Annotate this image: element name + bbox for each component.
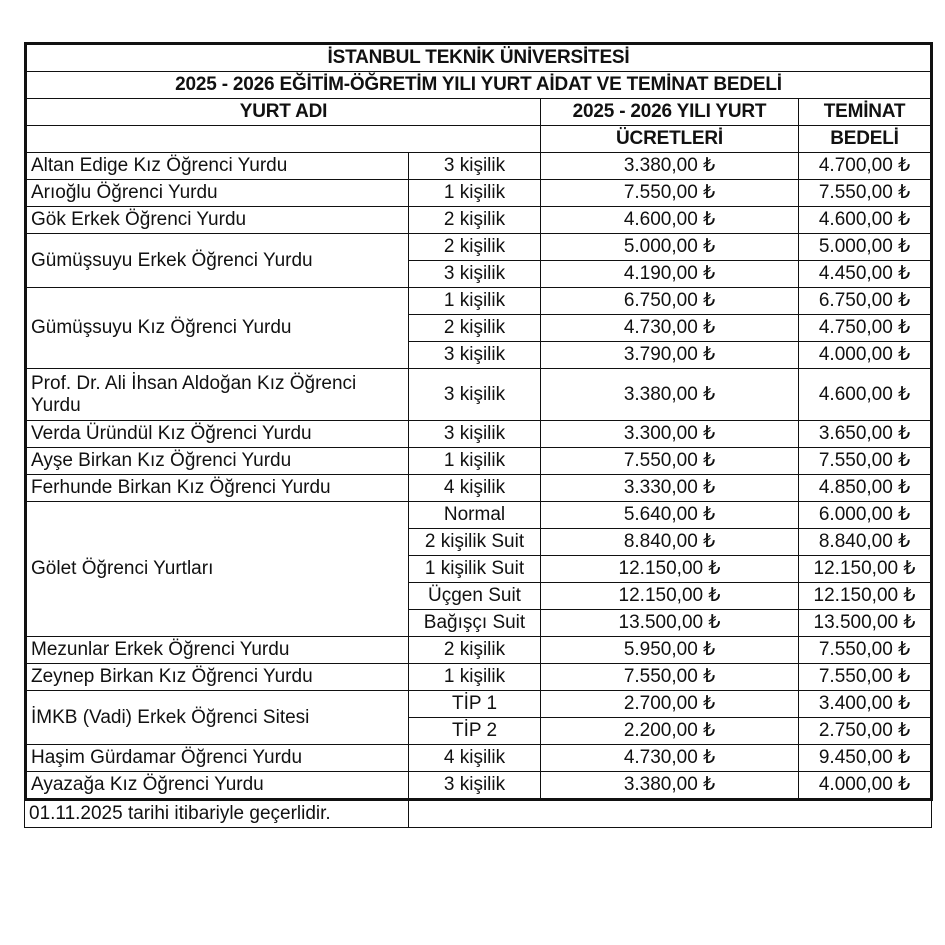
title-row xyxy=(26,72,932,99)
annual-fee: 3.330,00 ₺ xyxy=(541,475,799,502)
table-row xyxy=(26,234,932,261)
deposit-amount: 3.400,00 ₺ xyxy=(799,691,932,718)
table-row xyxy=(26,475,932,502)
deposit-amount: 7.550,00 ₺ xyxy=(799,180,932,207)
annual-fee: 4.190,00 ₺ xyxy=(541,261,799,288)
dorm-name: Ayşe Birkan Kız Öğrenci Yurdu xyxy=(26,448,409,475)
deposit-amount: 5.000,00 ₺ xyxy=(799,234,932,261)
deposit-amount: 7.550,00 ₺ xyxy=(799,637,932,664)
dorm-name: Prof. Dr. Ali İhsan Aldoğan Kız Öğrenci Yurdu xyxy=(26,369,409,421)
dorm-name: Zeynep Birkan Kız Öğrenci Yurdu xyxy=(26,664,409,691)
room-type: 1 kişilik Suit xyxy=(409,556,541,583)
annual-fee: 2.700,00 ₺ xyxy=(541,691,799,718)
validity-note: 01.11.2025 tarihi itibariyle geçerlidir. xyxy=(25,801,409,828)
annual-fee: 3.380,00 ₺ xyxy=(541,772,799,800)
deposit-amount: 4.700,00 ₺ xyxy=(799,153,932,180)
deposit-amount: 7.550,00 ₺ xyxy=(799,664,932,691)
deposit-amount: 9.450,00 ₺ xyxy=(799,745,932,772)
column-header-fee-line1: 2025 - 2026 YILI YURT xyxy=(541,99,799,126)
table-row xyxy=(26,691,932,718)
deposit-amount: 8.840,00 ₺ xyxy=(799,529,932,556)
column-header-empty xyxy=(26,126,541,153)
annual-fee: 2.200,00 ₺ xyxy=(541,718,799,745)
annual-fee: 4.730,00 ₺ xyxy=(541,745,799,772)
room-type: 1 kişilik xyxy=(409,664,541,691)
deposit-amount: 13.500,00 ₺ xyxy=(799,610,932,637)
deposit-amount: 4.450,00 ₺ xyxy=(799,261,932,288)
dorm-name: Altan Edige Kız Öğrenci Yurdu xyxy=(26,153,409,180)
deposit-amount: 7.550,00 ₺ xyxy=(799,448,932,475)
room-type: 3 kişilik xyxy=(409,342,541,369)
deposit-amount: 4.750,00 ₺ xyxy=(799,315,932,342)
annual-fee: 3.300,00 ₺ xyxy=(541,421,799,448)
institution-title: İSTANBUL TEKNİK ÜNİVERSİTESİ xyxy=(26,44,932,72)
dorm-name: Verda Üründül Kız Öğrenci Yurdu xyxy=(26,421,409,448)
table-row xyxy=(26,180,932,207)
room-type: 3 kişilik xyxy=(409,369,541,421)
footer-empty-cell xyxy=(409,801,932,828)
page-title: 2025 - 2026 EĞİTİM-ÖĞRETİM YILI YURT AİDAT VE TEMİNAT BEDELİ xyxy=(26,72,932,99)
annual-fee: 12.150,00 ₺ xyxy=(541,556,799,583)
table-row xyxy=(26,288,932,315)
annual-fee: 13.500,00 ₺ xyxy=(541,610,799,637)
table-row xyxy=(26,637,932,664)
room-type: 2 kişilik xyxy=(409,207,541,234)
deposit-amount: 4.600,00 ₺ xyxy=(799,369,932,421)
room-type: 4 kişilik xyxy=(409,745,541,772)
room-type: Normal xyxy=(409,502,541,529)
room-type: Üçgen Suit xyxy=(409,583,541,610)
room-type: 3 kişilik xyxy=(409,772,541,800)
annual-fee: 3.380,00 ₺ xyxy=(541,369,799,421)
column-header-row-1 xyxy=(26,99,932,126)
dorm-name: İMKB (Vadi) Erkek Öğrenci Sitesi xyxy=(26,691,409,745)
room-type: 3 kişilik xyxy=(409,153,541,180)
annual-fee: 12.150,00 ₺ xyxy=(541,583,799,610)
room-type: 1 kişilik xyxy=(409,180,541,207)
column-header-dorm-name: YURT ADI xyxy=(26,99,541,126)
room-type: Bağışçı Suit xyxy=(409,610,541,637)
dorm-name: Arıoğlu Öğrenci Yurdu xyxy=(26,180,409,207)
room-type: 1 kişilik xyxy=(409,448,541,475)
deposit-amount: 3.650,00 ₺ xyxy=(799,421,932,448)
dorm-name: Mezunlar Erkek Öğrenci Yurdu xyxy=(26,637,409,664)
room-type: 2 kişilik Suit xyxy=(409,529,541,556)
table-row xyxy=(26,502,932,529)
annual-fee: 5.950,00 ₺ xyxy=(541,637,799,664)
room-type: 2 kişilik xyxy=(409,315,541,342)
dorm-name: Gümüşsuyu Kız Öğrenci Yurdu xyxy=(26,288,409,369)
dorm-name: Ayazağa Kız Öğrenci Yurdu xyxy=(26,772,409,800)
table-row xyxy=(26,664,932,691)
deposit-amount: 6.000,00 ₺ xyxy=(799,502,932,529)
table-row xyxy=(26,448,932,475)
room-type: 3 kişilik xyxy=(409,421,541,448)
table-row xyxy=(26,745,932,772)
annual-fee: 4.730,00 ₺ xyxy=(541,315,799,342)
deposit-amount: 12.150,00 ₺ xyxy=(799,583,932,610)
dorm-name: Gümüşsuyu Erkek Öğrenci Yurdu xyxy=(26,234,409,288)
room-type: 3 kişilik xyxy=(409,261,541,288)
deposit-amount: 6.750,00 ₺ xyxy=(799,288,932,315)
column-header-deposit-line1: TEMİNAT xyxy=(799,99,932,126)
dorm-name: Haşim Gürdamar Öğrenci Yurdu xyxy=(26,745,409,772)
table-row xyxy=(26,772,932,800)
deposit-amount: 4.000,00 ₺ xyxy=(799,342,932,369)
room-type: TİP 2 xyxy=(409,718,541,745)
room-type: 1 kişilik xyxy=(409,288,541,315)
fee-sheet xyxy=(24,42,930,828)
deposit-amount: 4.600,00 ₺ xyxy=(799,207,932,234)
annual-fee: 5.640,00 ₺ xyxy=(541,502,799,529)
deposit-amount: 4.000,00 ₺ xyxy=(799,772,932,800)
table-row xyxy=(26,421,932,448)
room-type: TİP 1 xyxy=(409,691,541,718)
footer-row xyxy=(25,801,932,828)
room-type: 2 kişilik xyxy=(409,637,541,664)
annual-fee: 7.550,00 ₺ xyxy=(541,448,799,475)
room-type: 4 kişilik xyxy=(409,475,541,502)
annual-fee: 7.550,00 ₺ xyxy=(541,180,799,207)
annual-fee: 3.380,00 ₺ xyxy=(541,153,799,180)
column-header-row-2 xyxy=(26,126,932,153)
table-row xyxy=(26,153,932,180)
annual-fee: 6.750,00 ₺ xyxy=(541,288,799,315)
room-type: 2 kişilik xyxy=(409,234,541,261)
deposit-amount: 4.850,00 ₺ xyxy=(799,475,932,502)
dorm-name: Ferhunde Birkan Kız Öğrenci Yurdu xyxy=(26,475,409,502)
dorm-fee-table xyxy=(24,42,933,801)
deposit-amount: 2.750,00 ₺ xyxy=(799,718,932,745)
dorm-name: Gök Erkek Öğrenci Yurdu xyxy=(26,207,409,234)
table-row xyxy=(26,207,932,234)
annual-fee: 8.840,00 ₺ xyxy=(541,529,799,556)
column-header-deposit-line2: BEDELİ xyxy=(799,126,932,153)
column-header-fee-line2: ÜCRETLERİ xyxy=(541,126,799,153)
institution-row xyxy=(26,44,932,72)
annual-fee: 5.000,00 ₺ xyxy=(541,234,799,261)
annual-fee: 3.790,00 ₺ xyxy=(541,342,799,369)
deposit-amount: 12.150,00 ₺ xyxy=(799,556,932,583)
annual-fee: 7.550,00 ₺ xyxy=(541,664,799,691)
dorm-name: Gölet Öğrenci Yurtları xyxy=(26,502,409,637)
annual-fee: 4.600,00 ₺ xyxy=(541,207,799,234)
footer-table xyxy=(24,801,932,828)
table-row xyxy=(26,369,932,421)
